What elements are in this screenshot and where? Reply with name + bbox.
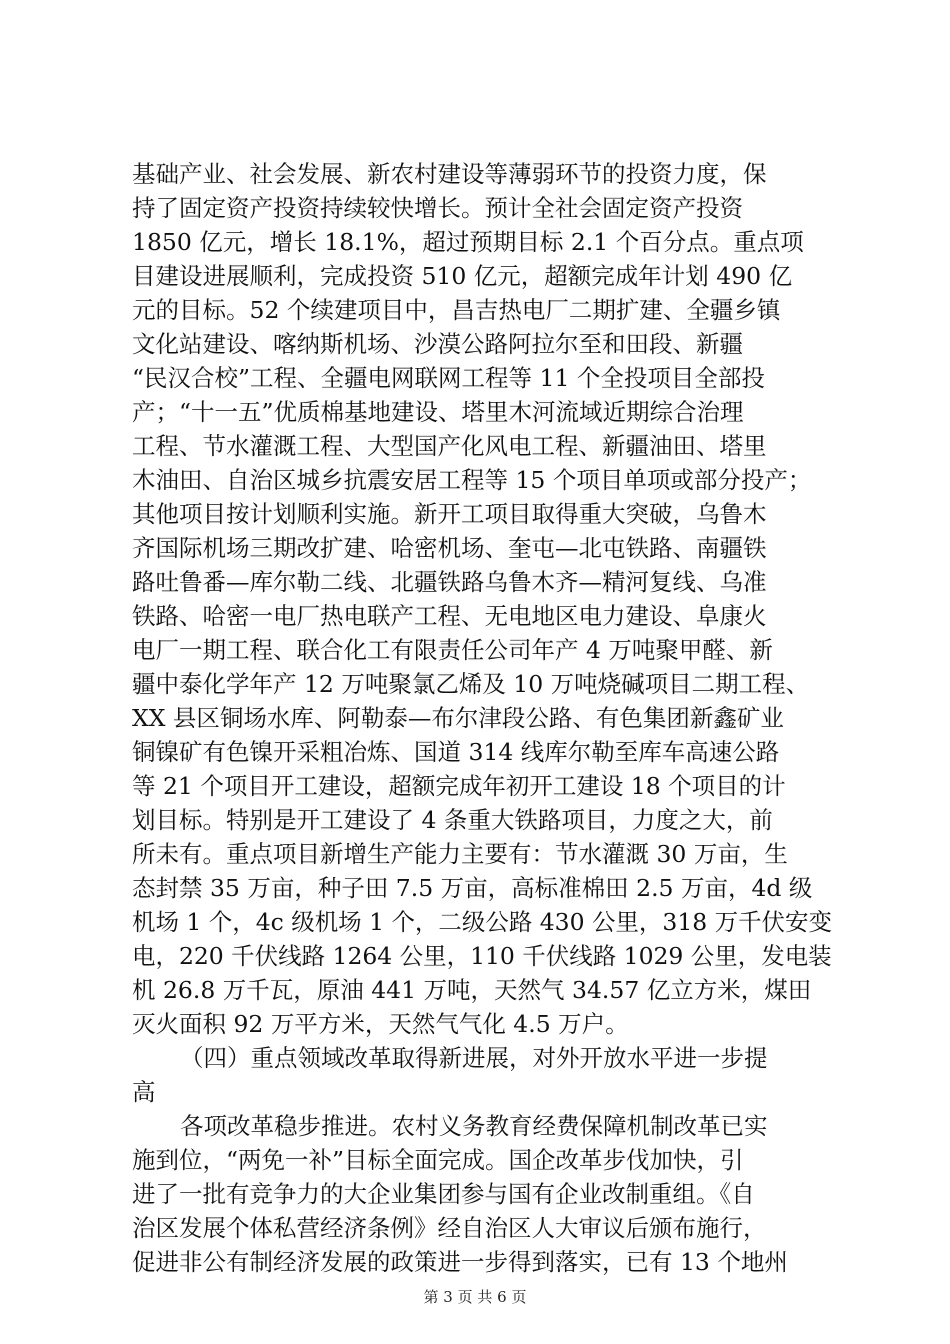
text-line: 态封禁 35 万亩，种子田 7.5 万亩，高标准棉田 2.5 万亩，4d 级 <box>132 874 813 902</box>
text-line: 持了固定资产投资持续较快增长。预计全社会固定资产投资 <box>132 194 743 222</box>
text-line: 促进非公有制经济发展的政策进一步得到落实，已有 13 个地州 <box>132 1248 788 1276</box>
text-line: 电厂一期工程、联合化工有限责任公司年产 4 万吨聚甲醛、新 <box>132 636 773 664</box>
text-line: 1850 亿元，增长 18.1%，超过预期目标 2.1 个百分点。重点项 <box>132 228 804 256</box>
text-line: 文化站建设、喀纳斯机场、沙漠公路阿拉尔至和田段、新疆 <box>132 330 743 358</box>
text-line: XX 县区铜场水库、阿勒泰—布尔津段公路、有色集团新鑫矿业 <box>132 704 784 732</box>
text-line: 等 21 个项目开工建设，超额完成年初开工建设 18 个项目的计 <box>132 772 786 800</box>
text-line: 铁路、哈密一电厂热电联产工程、无电地区电力建设、阜康火 <box>132 602 767 630</box>
text-line: 治区发展个体私营经济条例》经自治区人大审议后颁布施行， <box>132 1214 767 1242</box>
text-line: 产；“十一五”优质棉基地建设、塔里木河流域近期综合治理 <box>132 398 744 426</box>
text-line: “民汉合校”工程、全疆电网联网工程等 11 个全投项目全部投 <box>132 364 765 392</box>
text-line: 目建设进展顺利，完成投资 510 亿元，超额完成年计划 490 亿 <box>132 262 793 290</box>
text-line: 基础产业、社会发展、新农村建设等薄弱环节的投资力度，保 <box>132 160 767 188</box>
text-line: 灭火面积 92 万平方米，天然气气化 4.5 万户。 <box>132 1010 629 1038</box>
text-line: 电，220 千伏线路 1264 公里，110 千伏线路 1029 公里，发电装 <box>132 942 832 970</box>
text-line: 划目标。特别是开工建设了 4 条重大铁路项目，力度之大，前 <box>132 806 773 834</box>
text-line: 机 26.8 万千瓦，原油 441 万吨，天然气 34.57 亿立方米，煤田 <box>132 976 812 1004</box>
text-line: 齐国际机场三期改扩建、哈密机场、奎屯—北屯铁路、南疆铁 <box>132 534 767 562</box>
text-line: 进了一批有竞争力的大企业集团参与国有企业改制重组。《自 <box>132 1180 755 1208</box>
text-line: 高 <box>132 1078 156 1106</box>
text-line: 疆中泰化学年产 12 万吨聚氯乙烯及 10 万吨烧碱项目二期工程、 <box>132 670 810 698</box>
text-line: 铜镍矿有色镍开采粗冶炼、国道 314 线库尔勒至库车高速公路 <box>132 738 780 766</box>
text-line: 其他项目按计划顺利实施。新开工项目取得重大突破，乌鲁木 <box>132 500 767 528</box>
text-line: 施到位，“两免一补”目标全面完成。国企改革步伐加快，引 <box>132 1146 744 1174</box>
text-line: 机场 1 个，4c 级机场 1 个，二级公路 430 公里，318 万千伏安变 <box>132 908 832 936</box>
text-line: （四）重点领域改革取得新进展，对外开放水平进一步提 <box>180 1044 768 1072</box>
text-line: 路吐鲁番—库尔勒二线、北疆铁路乌鲁木齐—精河复线、乌准 <box>132 568 767 596</box>
text-line: 元的目标。52 个续建项目中，昌吉热电厂二期扩建、全疆乡镇 <box>132 296 781 324</box>
text-line: 工程、节水灌溉工程、大型国产化风电工程、新疆油田、塔里 <box>132 432 767 460</box>
page-footer: 第 3 页 共 6 页 <box>423 1288 527 1306</box>
document-body <box>132 157 832 1279</box>
text-line: 各项改革稳步推进。农村义务教育经费保障机制改革已实 <box>180 1112 768 1140</box>
text-line: 木油田、自治区城乡抗震安居工程等 15 个项目单项或部分投产； <box>132 466 812 494</box>
text-line: 所未有。重点项目新增生产能力主要有：节水灌溉 30 万亩，生 <box>132 840 788 868</box>
